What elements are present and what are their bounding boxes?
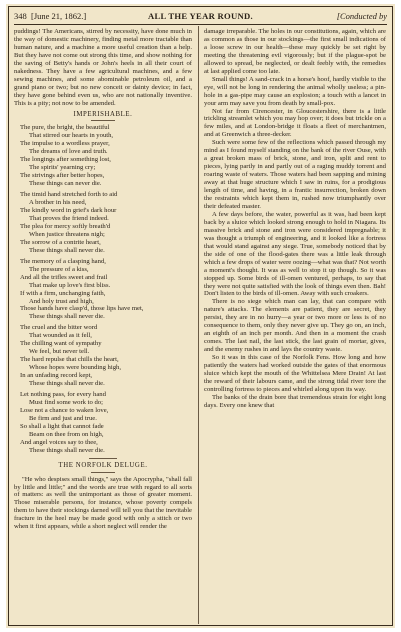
poem-title: IMPERISHABLE. [73,110,133,118]
poem-line: That proves the friend indeed. [29,214,109,222]
poem-line: And all the trifles sweet and frail [20,273,108,281]
poem-line: A brother in his need, [29,199,87,207]
body-paragraph: A few days before, the water, powerful as it was, had been kept back by a sluice which looked strong enough to hold in Niagara. Its massive brick and stone and iron were considered impregnable; it was thought a triumph of engineering, and it looked like a fortress that would stand against any siege. True, somebody noticed that by the side of one of the flood-gates there was a little leak through which a few drops of water were oozing—what was that? Not worth a moment's thought. It was as well to stop it up though. So it was stopped up. Some birds of ill-omen ventured, perhaps, to say that they were not quite satisfied with the look of things even then. Bah! Don't listen to the birds of ill-omen. Away with such croakers. [204,210,386,298]
poem-line: The strivings after better hopes, [20,172,105,180]
poem-line: These things shall never die. [29,446,105,454]
body-paragraph: The banks of the drain bore that tremendous strain for eight long days. Every one knew that [204,393,386,409]
poem-line: That make up love's first bliss. [29,281,111,289]
poem-line: The impulse to a wordless prayer, [20,140,110,148]
page [6,4,395,628]
poem-line: The chilling want of sympathy [20,340,102,348]
poem-line: When justice threatens nigh; [29,230,105,238]
poem-line: That stirred our hearts in youth, [29,132,114,140]
page-number: 348 [14,11,27,21]
poem-line: In an unfading record kept, [20,372,93,380]
running-header [14,9,387,23]
poem-stanza [20,391,192,455]
poem-line: Lose not a chance to waken love, [20,406,109,414]
poem-line: The kindly word in grief's dark hour [20,207,117,215]
poem-line: These things shall never die. [29,313,105,321]
poem-line: Let nothing pass, for every hand [20,390,106,398]
poem-line: The hard repulse that chills the heart, [20,356,119,364]
poem-line: The cruel and the bitter word [20,324,98,332]
poem-line: That wounded as it fell, [29,332,92,340]
body-paragraph: There is no siege which man can lay, that can compare with nature's attacks. The elements are patient, they are secret, they persist, they are in no hurry—a year or two more or less is of no consequence to them, only they never give up. They go on, an inch, an eighth of an inch per month. And then in a moment the crash comes. The last nail, the last stick, the last grain of mortar, gives, and the enemy rushes in and lays the country waste. [204,298,386,354]
poem-line: The timid hand stretched forth to aid [20,191,118,199]
poem-line: The pressure of a kiss, [29,265,89,273]
poem-line: The memory of a clasping hand, [20,257,106,265]
poem-line: The sorrow of a contrite heart, [20,238,101,246]
poem-stanza [20,124,192,188]
issue-date: [June 21, 1862.] [31,11,87,21]
poem-line: Those hands have clasp'd, those lips have met, [20,305,144,313]
poem-line: These things shall never die. [29,246,105,254]
poem-line: Be firm and just and true. [29,414,97,422]
section-rule [89,458,117,459]
header-rule [14,24,387,25]
poem-line: And angel voices say to thee, [20,438,98,446]
body-paragraph: So it was in this case of the Norfolk Fens. How long and how patiently the waters had worked outside the gates of that enormous sluice which kept the mouth of the Whittelsea Mere Drain! At last the reward of their labours came, and the strong tidal river tore the controlling fortress to pieces and whirled along upon its way. [204,354,386,393]
poem-line: The longings after something lost, [20,156,111,164]
body-paragraph: Such were some few of the reflections which passed through my mind as I found myself standing on the bank of the river Ouse, with a great broken mass of brick, stone, and iron, split and rent to pieces, lying partly in and partly out of a raging muddy torrent and roaring waste of waters. Those waters had been sapping and mining away at that huge structure which I saw in ruins, for a prodigious length of time, and having, in a frantic insurrection, broken down the restraints which kept them in, rushed now triumphantly over their defeated master. [204,139,386,210]
poem-line: Must find some work to do; [29,398,103,406]
column-divider [198,26,199,624]
poem-line: The dreams of love and truth. [29,148,108,156]
poem-line: The spirits' yearning cry; [29,164,96,172]
body-paragraph: damage irreparable. The holes in our constitutions, again, which are as common as those in our stockings—the first small indications of a loose screw in our health—these may quickly be set right by meeting the threatening evil vigorously; but if the plague-spot be allowed to spread, be neglected, or dealt feebly with, the remedies at last applied come too late. [204,28,386,75]
poem [14,124,192,454]
poem-line: Whose hopes were bounding high, [29,364,122,372]
intro-paragraph: puddings! The Americans, stirred by necessity, have done much in the way of domestic machinery, finding metal more tractable than human nature, and a machine a more useful creation than a help. But they have not come out strong this time, and show nothing for the saving of Betty's hands or John's heels in all their court of nakedness. They have a few agricultural machines, and a few sewing machines, and some abominable petroleum oil, and a grand piano or two; but no new conceit or dainty device; in fact, they have gone behind even us, who are not nationally inventive. This is a pity; not now to be amended. [14,28,192,107]
body-paragraph: Not far from Cirencester, in Gloucestershire, there is a little trickling streamlet which you may hop over; it does but trickle on a few miles, and at London-bridge it floats a fleet of merchantmen, and at Greenwich a three-decker. [204,107,386,139]
poem-line: We feel, but never tell. [29,348,90,356]
article-title-rule [91,472,115,473]
article-intro-paragraph: "He who despises small things," says the Apocrypha, "shall fall by little and little;" and the words are true with regard to all sorts of matters: as well the unimportant as those of greater moment. Those miserable persons, for instance, whose poverty compels them to have their stockings darned will tell you that the inevitable fracture in the heel may be made good with only a stitch or two when it first appears, while a short neglect will render the [14,475,192,531]
poem-line: The pure, the bright, the beautiful [20,124,110,132]
poem-stanza [20,324,192,388]
article-title: THE NORFOLK DELUGE. [58,461,148,469]
body-paragraph: Small things! A sand-crack in a horse's hoof, hardly visible to the eye, will not be long in rendering the animal wholly useless; a pin-hole in a gas-pipe may cause an explosion; a touch with a lancet in your arm may save you from death by small-pox. [204,75,386,107]
poem-line: Beam on thee from on high, [29,430,104,438]
conducted-by: [Conducted by [336,11,387,21]
poem-line: The plea for mercy softly breath'd [20,222,111,230]
poem-stanza [20,258,192,322]
left-column [14,28,192,531]
poem-line: These things shall never die. [29,380,105,388]
poem-line: And holy trust and high, [29,297,94,305]
journal-title: ALL THE YEAR ROUND. [147,11,254,21]
poem-stanza [20,191,192,255]
poem-title-rule [91,120,115,121]
right-column [204,28,386,410]
poem-line: If with a firm, unchanging faith, [20,289,106,297]
poem-line: So shall a light that cannot fade [20,422,104,430]
poem-line: These things can never die. [29,180,102,188]
